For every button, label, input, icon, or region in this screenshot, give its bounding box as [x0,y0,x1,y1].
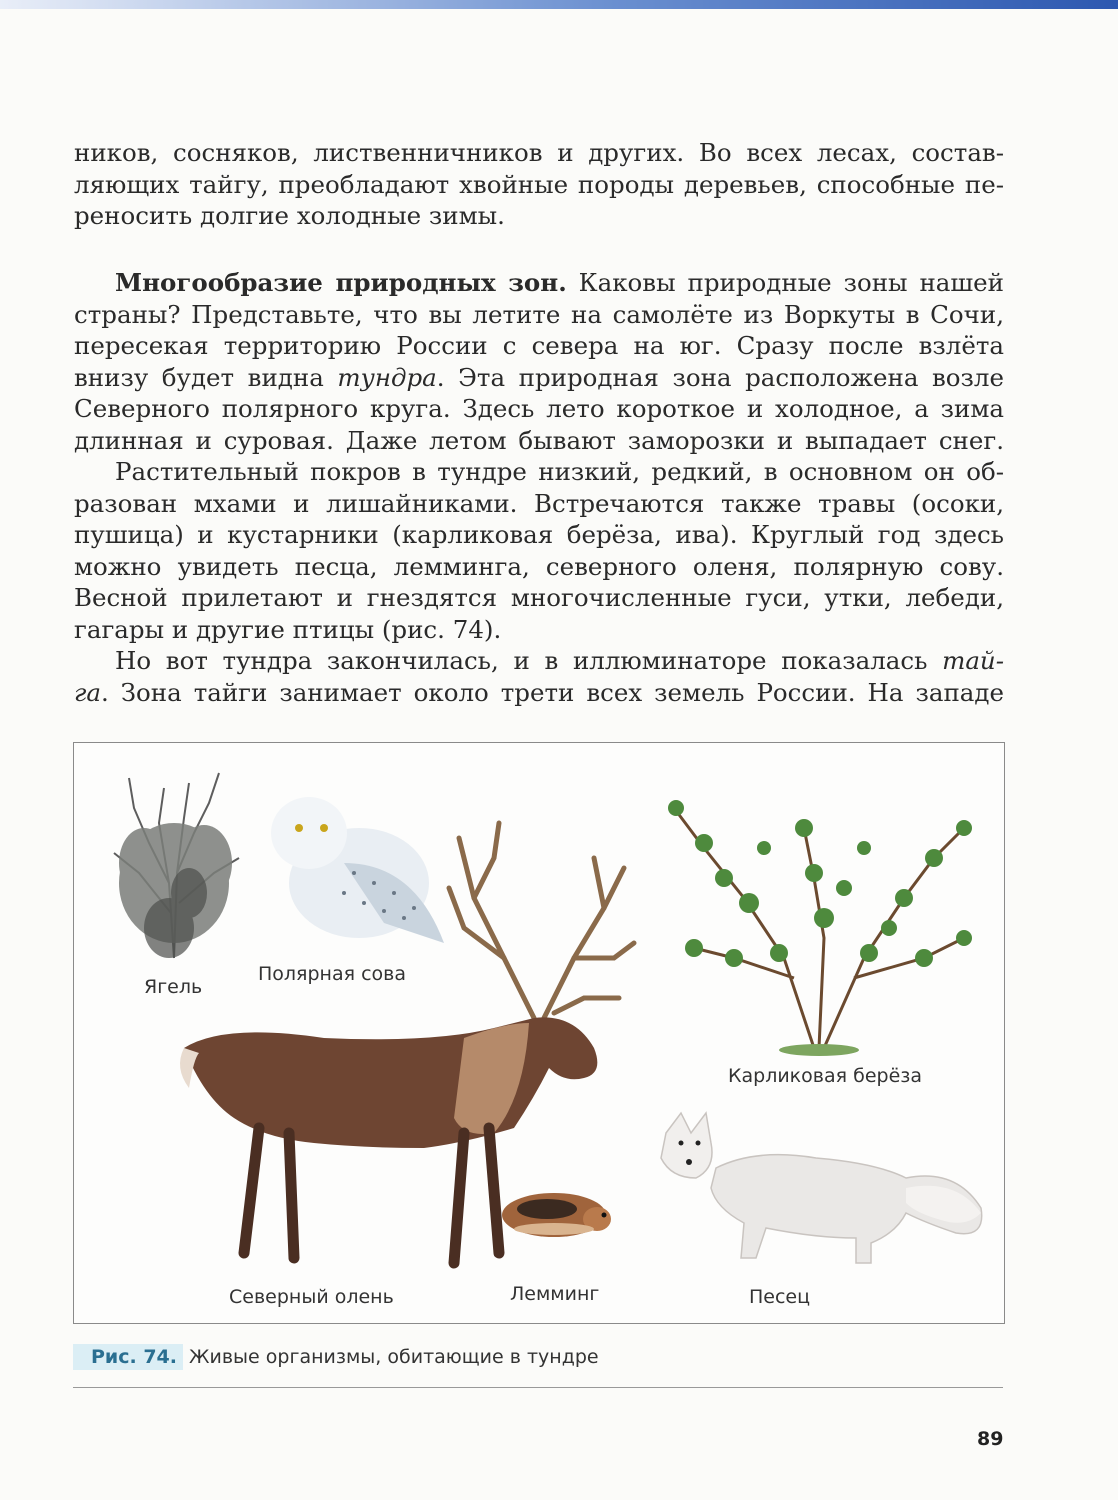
text-line: ляющих тайгу, преобладают хвойные породы деревьев, способные пе- [74,169,1004,199]
term-tundra: тундра [337,362,437,392]
text-line [74,267,1004,299]
text-line: пересекая территорию России с севера на юг. Сразу после взлёта [74,331,1004,360]
term-taiga: тай- [942,646,1004,675]
text-line: длинная и суровая. Даже летом бывают заморозки и выпадает снег. [74,425,1004,455]
caption-number: Рис. 74. [73,1344,183,1370]
label-owl: Полярная сова [258,963,406,985]
label-lemming: Лемминг [510,1283,600,1305]
lemming-illustration [492,1183,622,1243]
caption-text: Живые организмы, обитающие в тундре [183,1346,599,1368]
divider [73,1387,1003,1388]
text-line: можно увидеть песца, лемминга, северного оленя, полярную сову. [74,551,1004,581]
paragraph-zones [74,267,1004,708]
term-taiga-end: га [74,677,101,707]
label-lichen: Ягель [144,976,203,998]
text-line: пушица) и кустарники (карликовая берёза, ива). Круглый год здесь [74,520,1004,549]
text-line [74,645,1004,677]
text-line: ников, сосняков, лиственничников и других. Во всех лесах, состав- [74,138,1004,167]
figure-caption [73,1346,599,1368]
text-span: Но вот тундра закончилась, и в иллюминаторе показалась [115,646,943,675]
text-span: Каковы природные зоны нашей [566,268,1005,297]
text-line [74,362,1004,394]
text-line: Северного полярного круга. Здесь лето короткое и холодное, а зима [74,394,1004,423]
text-span: . Эта природная зона расположена возле [436,362,1004,392]
section-heading: Многообразие природных зон. [115,268,567,297]
page-number: 89 [977,1428,1004,1450]
text-span: внизу будет видна [74,362,338,392]
label-fox: Песец [749,1286,811,1308]
text-span: . Зона тайги занимает около трети всех земель России. На западе [101,677,1004,707]
birch-illustration [664,788,984,1058]
label-birch: Карликовая берёза [728,1065,922,1087]
top-color-bar [0,0,1118,9]
text-line: реносить долгие холодные зимы. [74,201,505,230]
figure-74 [73,742,1005,1324]
text-top [74,137,1004,232]
text-line: Весной прилетают и гнездятся многочисленные гуси, утки, лебеди, [74,583,1004,612]
fox-illustration [656,1098,986,1268]
label-reindeer: Северный олень [229,1286,394,1308]
text-line: разован мхами и лишайниками. Встречаются также травы (осоки, [74,488,1004,518]
text-line: страны? Представьте, что вы летите на самолёте из Воркуты в Сочи, [74,299,1004,329]
text-line [74,677,1004,709]
text-line: Растительный покров в тундре низкий, редкий, в основном он об- [115,457,1004,486]
text-line: гагары и другие птицы (рис. 74). [74,614,502,644]
